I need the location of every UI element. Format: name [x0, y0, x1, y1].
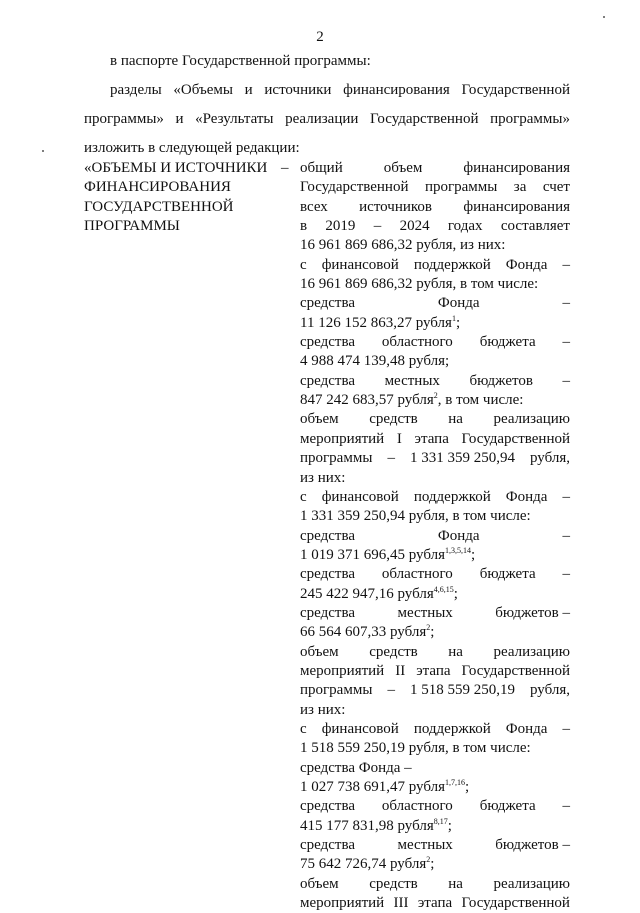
- financing-line: [300, 391, 570, 410]
- financing-line: [300, 701, 570, 720]
- word: –: [562, 566, 570, 583]
- word: этапа: [417, 895, 453, 912]
- line-tail: ;: [430, 624, 435, 641]
- word: местных: [384, 372, 440, 389]
- word: –: [373, 218, 382, 235]
- word: счет: [542, 179, 570, 196]
- footnote-ref: 8,17: [433, 816, 448, 826]
- word: финансирования: [463, 160, 570, 176]
- line-tail: ;: [471, 546, 476, 563]
- word: на: [448, 411, 463, 428]
- word: средства: [300, 295, 356, 312]
- word: Фонда: [505, 256, 548, 273]
- word: 1 027 738 691,47 рубля$^{1,7,16}$;: [300, 778, 469, 797]
- financing-line: [300, 333, 570, 352]
- word: 4 988 474 139,48 рубля;: [300, 353, 450, 370]
- financing-line: [300, 875, 570, 894]
- word: 11 126 152 863,27 рубля$^1$;: [300, 314, 460, 333]
- word: средства Фонда –: [300, 759, 412, 776]
- word: –: [562, 372, 570, 389]
- heading-line: ГОСУДАРСТВЕННОЙ: [84, 198, 234, 215]
- word: Фонда: [505, 720, 548, 737]
- footnote-ref: 4,6,15: [433, 584, 454, 594]
- word: реализацию: [493, 643, 570, 660]
- financing-line: [300, 527, 570, 546]
- word: средства: [300, 527, 356, 544]
- word: областного: [381, 798, 453, 815]
- word: годах: [447, 218, 483, 235]
- word: финансовой: [321, 720, 399, 737]
- financing-line: [300, 159, 570, 178]
- financing-line: [300, 294, 570, 313]
- financing-line: [300, 236, 570, 255]
- word: финансовой: [321, 256, 399, 273]
- word: рубля,: [530, 682, 570, 699]
- word: 1 518 559 250,19 рубля, в том числе:: [300, 740, 531, 757]
- word: средства: [300, 334, 356, 351]
- word: мероприятий: [300, 430, 385, 447]
- word: объем: [300, 875, 339, 892]
- line-tail: ;: [453, 585, 458, 602]
- word: 16 961 869 686,32 рубля, из них:: [300, 237, 506, 254]
- financing-line: [300, 643, 570, 662]
- section-heading: [84, 159, 274, 236]
- word: средств: [369, 643, 418, 660]
- word: из них:: [300, 701, 346, 718]
- word: рубля,: [530, 450, 570, 467]
- word: мероприятий: [300, 895, 385, 912]
- word: в: [300, 218, 308, 235]
- word: –: [562, 334, 570, 351]
- word: средства: [300, 837, 356, 854]
- word: 1 331 359 250,94 рубля, в том числе:: [300, 508, 531, 525]
- word: составляет: [500, 218, 570, 235]
- word: –: [562, 488, 570, 505]
- word: 16 961 869 686,32 рубля, в том числе:: [300, 276, 539, 293]
- word: Государственной: [461, 895, 570, 912]
- word: III: [393, 895, 409, 912]
- word: на: [448, 875, 463, 892]
- word: программы: [424, 179, 498, 196]
- financing-line: [300, 507, 570, 526]
- financing-line: [300, 256, 570, 275]
- word: Государственной: [461, 430, 570, 447]
- financing-line: [300, 314, 570, 333]
- word: поддержкой: [413, 720, 491, 737]
- word: –: [562, 720, 570, 737]
- scan-mark: [42, 150, 44, 152]
- financing-line: [300, 855, 570, 874]
- word: –: [562, 798, 570, 815]
- word: программы: [300, 682, 373, 699]
- financing-line: [300, 449, 570, 468]
- word: –: [562, 295, 570, 312]
- word: местных: [397, 604, 453, 621]
- word: средств: [369, 875, 418, 892]
- financing-line: [300, 720, 570, 739]
- word: 66 564 607,33 рубля$^2$;: [300, 623, 434, 642]
- financing-line: [300, 430, 570, 449]
- word: –: [562, 256, 570, 273]
- word: Государственной: [461, 662, 570, 679]
- word: средства: [300, 372, 356, 389]
- financing-line: [300, 894, 570, 913]
- word: с: [300, 720, 307, 737]
- intro-line-4: изложить в следующей редакции:: [84, 140, 300, 156]
- word: реализацию: [493, 875, 570, 892]
- word: бюджета: [479, 798, 536, 815]
- word: программы: [300, 450, 373, 467]
- word: бюджетов: [469, 372, 533, 389]
- word: 415 177 831,98 рубля$^{8,17}$;: [300, 817, 452, 836]
- footnote-ref: 1,7,16: [445, 778, 465, 787]
- word: 1 019 371 696,45 рубля$^{1,3,5,14}$;: [300, 546, 475, 565]
- word: объем: [300, 643, 339, 660]
- word: областного: [381, 566, 453, 583]
- word: 245 422 947,16 рубля$^{4,6,15}$;: [300, 585, 458, 604]
- word: с: [300, 256, 307, 273]
- financing-line: [300, 565, 570, 584]
- financing-line: [300, 759, 570, 778]
- intro-line-1: в паспорте Государственной программы:: [110, 53, 371, 69]
- financing-line: [300, 198, 570, 217]
- word: –: [387, 682, 395, 699]
- line-tail: ;: [430, 856, 435, 873]
- financing-line: [300, 217, 570, 236]
- line-tail: ;: [455, 314, 461, 331]
- heading-line: ФИНАНСИРОВАНИЯ: [84, 179, 231, 196]
- page-number: 2: [316, 29, 324, 45]
- footnote-ref: 2: [426, 623, 431, 633]
- financing-line: [300, 623, 570, 642]
- financing-line: [300, 410, 570, 429]
- financing-line: [300, 546, 570, 565]
- word: средств: [369, 411, 418, 428]
- financing-line: [300, 585, 570, 604]
- line-tail: ;: [465, 779, 470, 795]
- word: Фонда: [505, 488, 548, 505]
- word: на: [448, 643, 463, 660]
- financing-line: [300, 797, 570, 816]
- word: источников: [359, 198, 433, 215]
- intro-line-2: разделы «Объемы и источники финансирования Государственной: [110, 82, 570, 98]
- footnote-ref: 2: [433, 391, 438, 401]
- word: Государственной: [300, 179, 409, 196]
- footnote-ref: 1: [451, 313, 456, 323]
- intro-line-3: программы» и «Результаты реализации Государственной программы»: [84, 111, 570, 127]
- word: этапа: [414, 430, 449, 447]
- word: Фонда: [437, 295, 480, 312]
- word: 75 642 726,74 рубля$^2$;: [300, 855, 434, 874]
- financing-line: [300, 372, 570, 391]
- word: финансирования: [463, 198, 570, 215]
- heading-line: «ОБЪЕМЫ И ИСТОЧНИКИ: [84, 160, 268, 176]
- word: мероприятий: [300, 662, 385, 679]
- financing-line: [300, 469, 570, 488]
- word: этапа: [416, 662, 451, 679]
- word: –: [387, 450, 395, 467]
- word: 1 331 359 250,94: [409, 450, 515, 467]
- word: 847 242 683,57 рубля$^2$, в том числе:: [300, 391, 523, 410]
- word: –: [562, 527, 570, 544]
- word: объем: [300, 411, 339, 428]
- word: II: [395, 662, 406, 679]
- financing-line: [300, 604, 570, 623]
- word: бюджетов –: [495, 604, 570, 621]
- scan-mark: [603, 16, 605, 18]
- word: общий: [300, 160, 343, 176]
- word: средства: [300, 798, 356, 815]
- financing-text: [300, 159, 570, 913]
- financing-line: [300, 275, 570, 294]
- word: 2019: [325, 218, 356, 235]
- word: бюджета: [479, 566, 536, 583]
- line-tail: ;: [447, 817, 452, 834]
- word: 2024: [399, 218, 430, 235]
- word: 1 518 559 250,19: [409, 682, 515, 699]
- word: бюджетов –: [495, 837, 570, 854]
- word: поддержкой: [413, 488, 491, 505]
- word: всех: [300, 198, 328, 215]
- word: реализацию: [493, 411, 570, 428]
- word: объем: [383, 160, 423, 176]
- word: средства: [300, 604, 356, 621]
- financing-line: [300, 178, 570, 197]
- word: за: [513, 179, 527, 196]
- word: из них:: [300, 469, 346, 486]
- financing-line: [300, 817, 570, 836]
- financing-line: [300, 662, 570, 681]
- line-tail: , в том числе:: [437, 392, 524, 409]
- word: областного: [381, 334, 453, 351]
- heading-line: ПРОГРАММЫ: [84, 218, 180, 235]
- financing-line: [300, 778, 570, 797]
- word: Фонда: [437, 527, 480, 544]
- heading-dash: –: [281, 160, 289, 176]
- word: бюджета: [479, 334, 536, 351]
- financing-line: [300, 739, 570, 758]
- word: I: [396, 430, 402, 447]
- financing-line: [300, 352, 570, 371]
- footnote-ref: 1,3,5,14: [445, 545, 471, 555]
- financing-line: [300, 488, 570, 507]
- financing-line: [300, 681, 570, 700]
- word: финансовой: [321, 488, 399, 505]
- word: поддержкой: [413, 256, 491, 273]
- word: местных: [397, 837, 453, 854]
- word: средства: [300, 566, 356, 583]
- word: с: [300, 488, 307, 505]
- financing-line: [300, 836, 570, 855]
- footnote-ref: 2: [426, 855, 431, 865]
